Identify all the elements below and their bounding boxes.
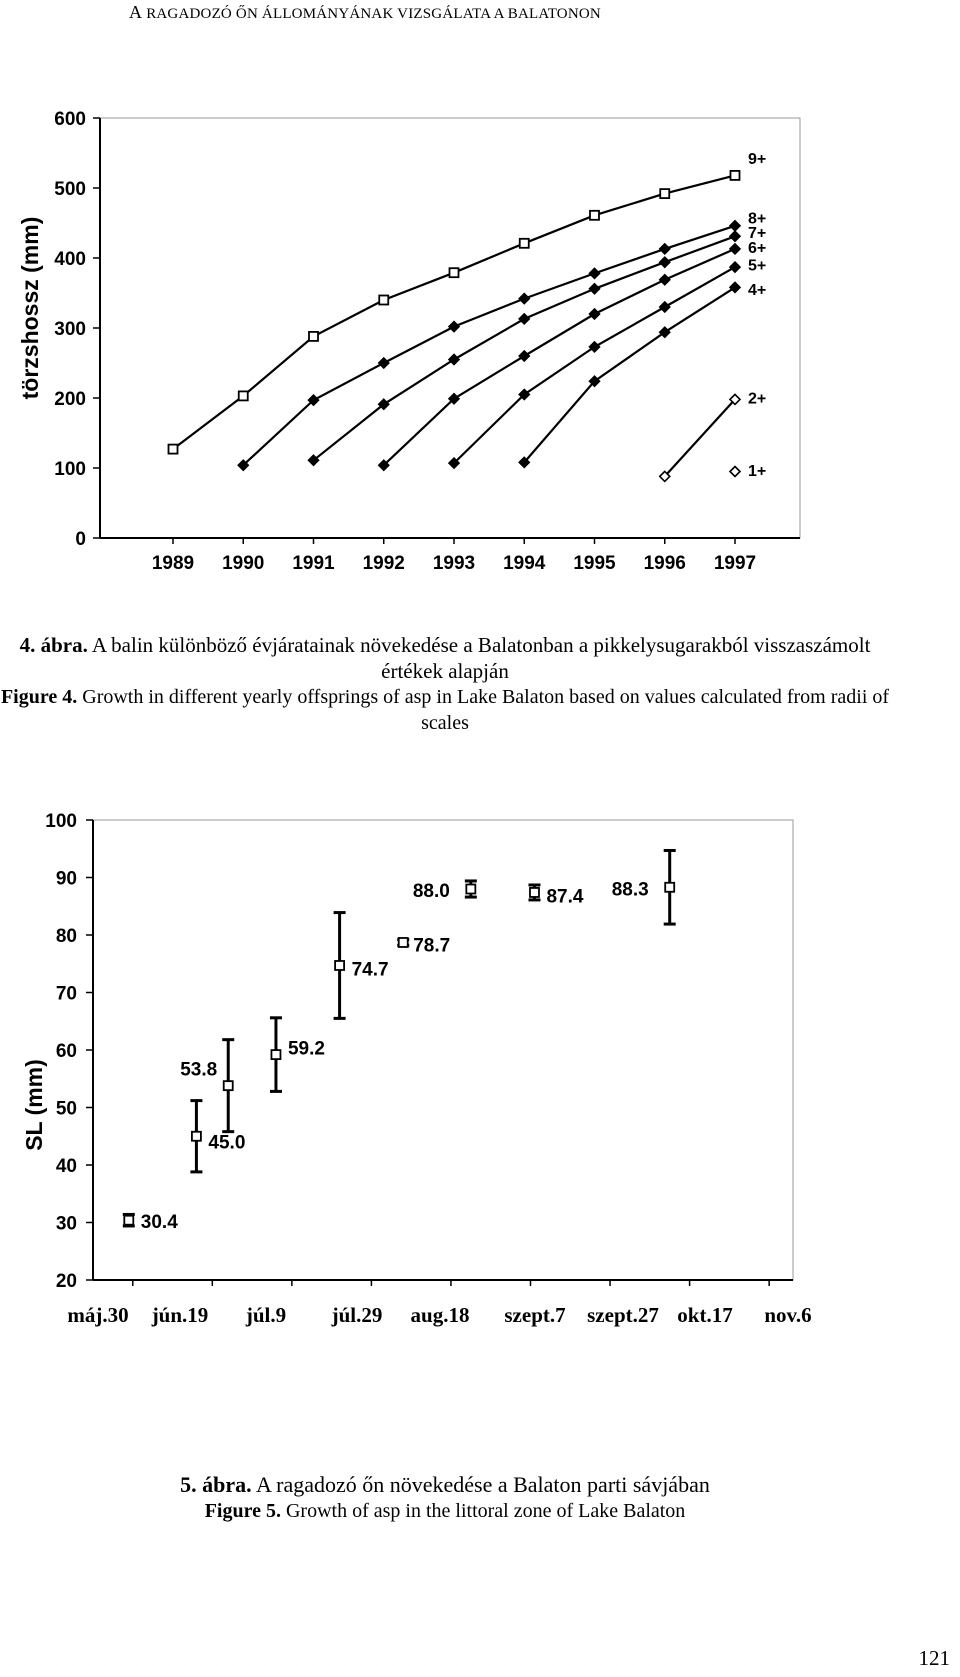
data-point-8+ [730,221,740,231]
x-tick-label: júl.9 [245,1303,287,1327]
data-point-9+ [379,296,388,305]
mean-point [466,885,475,894]
y-tick-label: 70 [55,983,77,1005]
x-tick-label: 1991 [292,553,335,574]
y-tick-label: 30 [55,1213,77,1235]
data-point-9+ [590,211,599,220]
x-tick-label: nov.6 [764,1303,812,1327]
series-label-8+: 8+ [748,210,767,228]
y-tick-label: 100 [54,459,86,480]
data-point-9+ [309,332,318,341]
x-tick-label: 1994 [503,553,546,574]
data-point-7+ [660,257,670,267]
figure-5-label-hu: 5. ábra. [180,1472,252,1497]
data-label: 88.0 [412,881,450,902]
data-point-8+ [449,322,459,332]
figure-5-text-hu: A ragadozó őn növekedése a Balaton parti sávjában [251,1472,710,1497]
growth-by-year-chart [0,110,900,590]
y-tick-label: 600 [54,109,86,130]
data-point-9+ [450,268,459,277]
series-label-4+: 4+ [748,281,767,299]
x-tick-label: szept.7 [504,1303,566,1327]
figure-5-caption-hu [0,1472,890,1498]
y-tick-label: 50 [55,1098,77,1120]
x-tick-label: 1990 [222,553,265,574]
data-point-9+ [520,239,529,248]
running-head-initial: A [129,2,143,22]
y-tick-label: 0 [75,529,86,550]
series-label-1+: 1+ [748,463,767,481]
figure-4-caption-hu [0,632,890,684]
data-point-7+ [590,284,600,294]
series-label-9+: 9+ [748,150,767,168]
mean-point [224,1081,233,1090]
figure-5-caption-en [0,1498,890,1524]
mean-point [271,1050,280,1059]
series-label-2+: 2+ [748,390,767,408]
data-label: 74.7 [351,959,389,981]
figure-4-text-hu: A balin különböző évjáratainak növekedése a Balatonban a pikkelysugarakból visszaszámolt értékek alapján [87,633,871,683]
y-tick-label: 40 [55,1156,77,1177]
y-tick-label: 20 [55,1271,77,1292]
series-label-6+: 6+ [748,239,767,257]
x-tick-label: 1997 [713,553,757,574]
figure-4-label-hu: 4. ábra. [19,633,88,657]
x-tick-label: 1993 [432,553,476,574]
data-point-8+ [590,268,600,278]
figure-4-caption [0,632,890,736]
x-tick-label: 1989 [151,553,195,574]
series-line-2+ [665,399,735,476]
data-point-8+ [379,358,389,368]
x-tick-label: máj.30 [67,1303,129,1327]
data-point-1+ [730,467,740,477]
x-tick-label: aug.18 [410,1303,470,1327]
figure-5-caption [0,1472,890,1524]
data-label: 53.8 [180,1059,218,1081]
data-point-6+ [660,275,670,285]
data-point-7+ [730,231,740,241]
data-label: 87.4 [546,886,584,908]
mean-point [335,961,344,970]
data-label: 88.3 [611,879,649,901]
y-axis-label: SL (mm) [21,1059,47,1151]
figure-4-caption-en [0,684,890,736]
series-label-7+: 7+ [748,225,767,243]
data-label: 45.0 [208,1132,246,1154]
data-point-6+ [590,309,600,319]
series-line-4+ [524,287,735,462]
page-number: 121 [918,1646,950,1670]
series-line-9+ [173,175,735,449]
data-point-6+ [519,351,529,361]
y-tick-label: 400 [54,249,86,270]
data-point-9+ [169,445,178,454]
running-head-text: RAGADOZÓ ŐN ÁLLOMÁNYÁNAK VIZSGÁLATA A BALATONON [142,6,601,22]
figure-5-label-en: Figure 5. [204,1500,281,1522]
data-point-9+ [731,171,740,180]
y-tick-label: 300 [54,319,86,340]
mean-point [665,883,674,892]
series-line-5+ [454,267,735,463]
data-point-6+ [730,244,740,254]
data-label: 30.4 [140,1212,178,1234]
mean-point [124,1216,133,1225]
series-label-5+: 5+ [748,257,767,275]
mean-point [399,938,408,947]
y-tick-label: 100 [45,811,77,832]
x-tick-label: szept.27 [587,1303,659,1327]
data-point-9+ [660,189,669,198]
y-tick-label: 90 [55,868,77,890]
figure-4-label-en: Figure 4. [0,686,78,708]
data-label: 78.7 [413,935,451,957]
x-tick-label: okt.17 [677,1303,733,1327]
data-point-8+ [660,244,670,254]
series-line-7+ [314,236,736,460]
data-point-9+ [239,391,248,400]
running-head [0,2,730,23]
x-tick-label: 1995 [573,553,616,574]
data-point-5+ [730,262,740,272]
y-tick-label: 80 [55,926,77,947]
seasonal-growth-chart [0,811,900,1350]
y-tick-label: 500 [54,179,86,200]
x-tick-label: 1996 [643,553,686,574]
data-point-5+ [660,302,670,312]
y-tick-label: 60 [55,1041,77,1062]
mean-point [192,1132,201,1141]
y-tick-label: 200 [54,389,86,410]
series-line-6+ [384,249,735,465]
x-tick-label: júl.29 [331,1303,383,1327]
data-point-8+ [519,294,529,304]
figure-5-text-en: Growth of asp in the littoral zone of Lake Balaton [280,1500,686,1522]
figure-4-text-en: Growth in different yearly offsprings of asp in Lake Balaton based on values calculated from radii of scales [77,686,890,734]
mean-point [530,888,539,897]
data-point-7+ [519,314,529,324]
x-tick-label: jún.19 [151,1303,209,1327]
y-axis-label: törzshossz (mm) [17,216,43,400]
x-tick-label: 1992 [362,553,405,574]
data-label: 59.2 [287,1038,325,1060]
